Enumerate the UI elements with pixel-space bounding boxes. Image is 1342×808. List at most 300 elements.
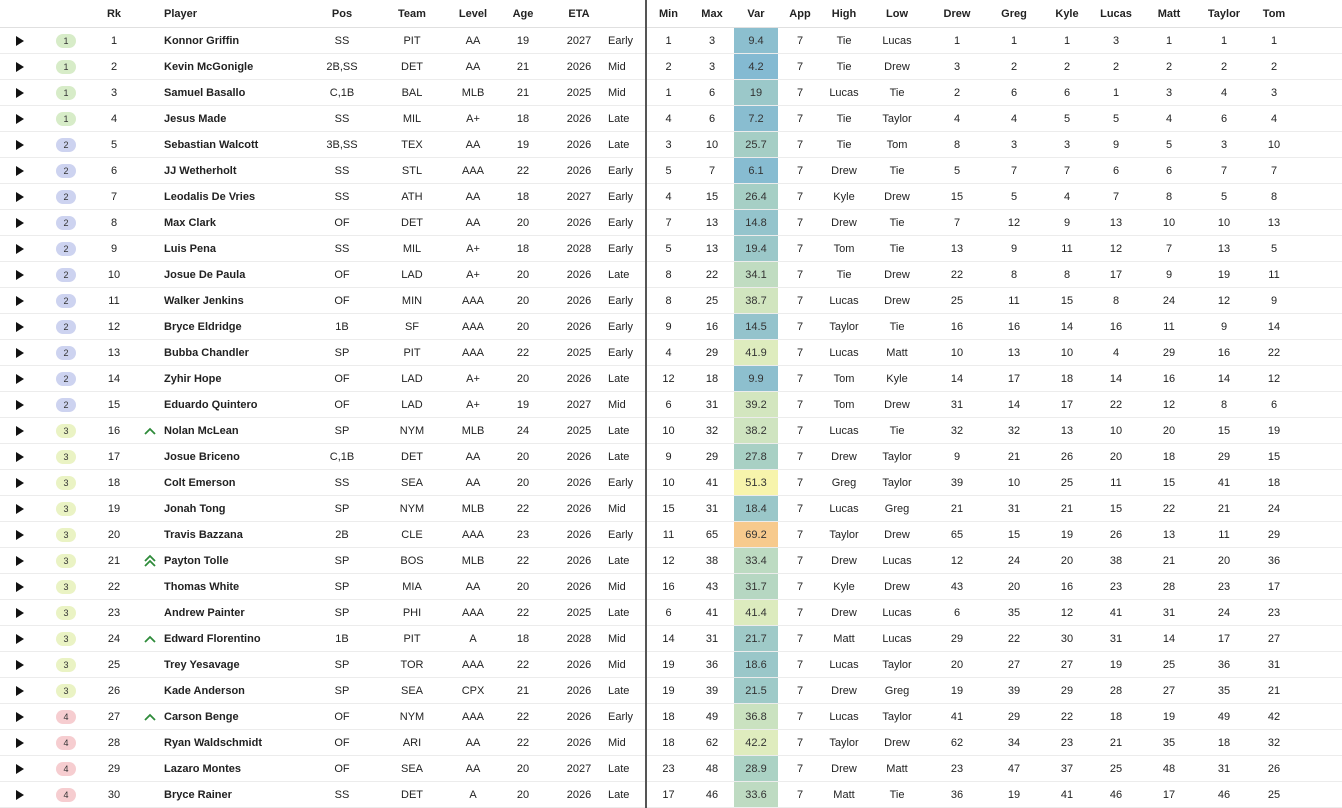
expand-cell[interactable] (0, 444, 40, 470)
player-name[interactable]: Eduardo Quintero (164, 392, 310, 418)
low-header[interactable]: Low (866, 0, 928, 28)
table-row[interactable] (0, 470, 1342, 496)
min-cell: 6 (646, 600, 690, 626)
level-cell: MLB (450, 548, 496, 574)
expand-arrow-icon[interactable] (16, 660, 24, 670)
eta-season-cell: Early (608, 522, 646, 548)
eta-cell: 2027 (550, 184, 608, 210)
level-cell: AAA (450, 340, 496, 366)
level-cell: A+ (450, 366, 496, 392)
expand-arrow-icon[interactable] (16, 556, 24, 566)
pos-cell: OF (310, 704, 374, 730)
tier-badge: 1 (56, 60, 76, 74)
player-name[interactable]: Nolan McLean (164, 418, 310, 444)
table-row[interactable] (0, 132, 1342, 158)
move-cell (136, 366, 164, 392)
rank-matt-cell: 35 (1140, 730, 1198, 756)
player-name[interactable]: Jonah Tong (164, 496, 310, 522)
age-cell: 19 (496, 392, 550, 418)
rank-lucas-cell: 19 (1092, 652, 1140, 678)
expand-arrow-icon[interactable] (16, 218, 24, 228)
player-name[interactable]: Carson Benge (164, 704, 310, 730)
rank-taylor-cell: 35 (1198, 678, 1250, 704)
tier-col-header (40, 0, 92, 28)
tier-cell (40, 340, 92, 366)
table-row[interactable] (0, 678, 1342, 704)
pos-cell: OF (310, 392, 374, 418)
max-cell: 6 (690, 106, 734, 132)
expand-arrow-icon[interactable] (16, 192, 24, 202)
tier-cell (40, 496, 92, 522)
player-name[interactable]: Trey Yesavage (164, 652, 310, 678)
rank-matt-cell: 19 (1140, 704, 1198, 730)
high-cell: Kyle (822, 574, 866, 600)
var-cell: 38.7 (734, 288, 778, 314)
app-cell: 7 (778, 28, 822, 54)
rank-matt-cell: 10 (1140, 210, 1198, 236)
spacer-cell (1298, 288, 1342, 314)
rank-taylor-cell: 10 (1198, 210, 1250, 236)
expand-arrow-icon[interactable] (16, 374, 24, 384)
ranker-header-kyle[interactable]: Kyle (1042, 0, 1092, 28)
rank-tom-cell: 3 (1250, 80, 1298, 106)
eta-season-cell: Late (608, 756, 646, 782)
eta-cell: 2026 (550, 262, 608, 288)
level-cell: A+ (450, 392, 496, 418)
low-cell: Lucas (866, 548, 928, 574)
tier-badge: 2 (56, 190, 76, 204)
pos-cell: OF (310, 210, 374, 236)
rank-taylor-cell: 2 (1198, 54, 1250, 80)
rk-cell: 8 (92, 210, 136, 236)
rank-tom-cell: 14 (1250, 314, 1298, 340)
player-name[interactable]: Josue De Paula (164, 262, 310, 288)
table-row[interactable] (0, 626, 1342, 652)
eta-season-cell: Early (608, 288, 646, 314)
rk-cell: 4 (92, 106, 136, 132)
rk-cell: 5 (92, 132, 136, 158)
rank-matt-cell: 31 (1140, 600, 1198, 626)
min-cell: 14 (646, 626, 690, 652)
eta-cell: 2026 (550, 704, 608, 730)
pos-cell: SS (310, 28, 374, 54)
team-cell: CLE (374, 522, 450, 548)
player-name[interactable]: Samuel Basallo (164, 80, 310, 106)
expand-arrow-icon[interactable] (16, 270, 24, 280)
expand-arrow-icon[interactable] (16, 244, 24, 254)
table-row[interactable] (0, 652, 1342, 678)
max-cell: 6 (690, 80, 734, 106)
player-name[interactable]: Leodalis De Vries (164, 184, 310, 210)
table-row[interactable] (0, 548, 1342, 574)
var-cell: 19 (734, 80, 778, 106)
player-name[interactable]: Kade Anderson (164, 678, 310, 704)
eta-season-cell: Early (608, 236, 646, 262)
ranker-header-taylor[interactable]: Taylor (1198, 0, 1250, 28)
expand-cell[interactable] (0, 314, 40, 340)
rank-matt-cell: 9 (1140, 262, 1198, 288)
rank-taylor-cell: 20 (1198, 548, 1250, 574)
rk-cell: 21 (92, 548, 136, 574)
rank-lucas-cell: 38 (1092, 548, 1140, 574)
pos-cell: SS (310, 236, 374, 262)
player-name[interactable]: Josue Briceno (164, 444, 310, 470)
app-cell: 7 (778, 158, 822, 184)
level-header[interactable]: Level (450, 0, 496, 28)
ranker-header-tom[interactable]: Tom (1250, 0, 1298, 28)
rk-cell: 18 (92, 470, 136, 496)
expand-arrow-icon[interactable] (16, 296, 24, 306)
tier-cell (40, 626, 92, 652)
player-name[interactable]: Travis Bazzana (164, 522, 310, 548)
expand-cell[interactable] (0, 756, 40, 782)
min-header[interactable]: Min (646, 0, 690, 28)
var-cell: 27.8 (734, 444, 778, 470)
table-row[interactable] (0, 80, 1342, 106)
table-row[interactable] (0, 782, 1342, 808)
team-cell: DET (374, 210, 450, 236)
pos-cell: C,1B (310, 444, 374, 470)
expand-arrow-icon[interactable] (16, 608, 24, 618)
expand-cell[interactable] (0, 28, 40, 54)
expand-arrow-icon[interactable] (16, 790, 24, 800)
player-name[interactable]: Zyhir Hope (164, 366, 310, 392)
move-cell (136, 262, 164, 288)
table-row[interactable] (0, 314, 1342, 340)
rk-cell: 28 (92, 730, 136, 756)
expand-cell[interactable] (0, 262, 40, 288)
table-row[interactable] (0, 158, 1342, 184)
expand-cell[interactable] (0, 678, 40, 704)
player-name[interactable]: Jesus Made (164, 106, 310, 132)
tier-badge: 3 (56, 658, 76, 672)
table-row[interactable] (0, 184, 1342, 210)
player-name[interactable]: Konnor Griffin (164, 28, 310, 54)
spacer-cell (1298, 210, 1342, 236)
rank-matt-cell: 48 (1140, 756, 1198, 782)
eta-cell: 2026 (550, 548, 608, 574)
player-name[interactable]: Bryce Rainer (164, 782, 310, 808)
table-row[interactable] (0, 756, 1342, 782)
var-header[interactable]: Var (734, 0, 778, 28)
player-name[interactable]: Thomas White (164, 574, 310, 600)
eta-header[interactable]: ETA (550, 0, 608, 28)
player-name[interactable]: Walker Jenkins (164, 288, 310, 314)
tier-badge: 3 (56, 450, 76, 464)
max-cell: 16 (690, 314, 734, 340)
tier-badge: 3 (56, 528, 76, 542)
expand-cell[interactable] (0, 418, 40, 444)
expand-cell[interactable] (0, 210, 40, 236)
move-cell (136, 340, 164, 366)
expand-cell[interactable] (0, 236, 40, 262)
rank-matt-cell: 18 (1140, 444, 1198, 470)
rank-matt-cell: 12 (1140, 392, 1198, 418)
rank-taylor-cell: 41 (1198, 470, 1250, 496)
max-cell: 13 (690, 236, 734, 262)
expand-cell[interactable] (0, 366, 40, 392)
table-row[interactable] (0, 496, 1342, 522)
expand-cell[interactable] (0, 392, 40, 418)
pos-header[interactable]: Pos (310, 0, 374, 28)
player-name[interactable]: Bryce Eldridge (164, 314, 310, 340)
min-cell: 3 (646, 132, 690, 158)
rank-greg-cell: 13 (986, 340, 1042, 366)
age-cell: 18 (496, 626, 550, 652)
rank-greg-cell: 1 (986, 28, 1042, 54)
player-name[interactable]: Luis Pena (164, 236, 310, 262)
table-row[interactable] (0, 574, 1342, 600)
expand-cell[interactable] (0, 730, 40, 756)
spacer-cell (1298, 106, 1342, 132)
expand-cell[interactable] (0, 652, 40, 678)
rank-lucas-cell: 31 (1092, 626, 1140, 652)
expand-cell[interactable] (0, 340, 40, 366)
ranker-header-lucas[interactable]: Lucas (1092, 0, 1140, 28)
age-cell: 24 (496, 418, 550, 444)
app-cell: 7 (778, 54, 822, 80)
rk-cell: 12 (92, 314, 136, 340)
high-cell: Drew (822, 756, 866, 782)
table-row[interactable] (0, 522, 1342, 548)
rank-taylor-cell: 18 (1198, 730, 1250, 756)
rank-drew-cell: 43 (928, 574, 986, 600)
rank-tom-cell: 12 (1250, 366, 1298, 392)
table-row[interactable] (0, 236, 1342, 262)
rank-drew-cell: 16 (928, 314, 986, 340)
rank-taylor-cell: 49 (1198, 704, 1250, 730)
expand-cell[interactable] (0, 548, 40, 574)
team-header[interactable]: Team (374, 0, 450, 28)
age-cell: 23 (496, 522, 550, 548)
spacer-cell (1298, 522, 1342, 548)
age-cell: 19 (496, 132, 550, 158)
rank-lucas-cell: 8 (1092, 288, 1140, 314)
expand-cell[interactable] (0, 288, 40, 314)
spacer-cell (1298, 262, 1342, 288)
tier-badge: 2 (56, 294, 76, 308)
expand-arrow-icon[interactable] (16, 36, 24, 46)
tier-cell (40, 392, 92, 418)
pos-cell: OF (310, 288, 374, 314)
expand-cell[interactable] (0, 54, 40, 80)
rank-lucas-cell: 9 (1092, 132, 1140, 158)
player-name[interactable]: Andrew Painter (164, 600, 310, 626)
age-cell: 20 (496, 314, 550, 340)
high-cell: Taylor (822, 730, 866, 756)
team-cell: SF (374, 314, 450, 340)
min-cell: 9 (646, 314, 690, 340)
expand-arrow-icon[interactable] (16, 764, 24, 774)
eta-cell: 2026 (550, 470, 608, 496)
expand-cell[interactable] (0, 80, 40, 106)
expand-cell[interactable] (0, 132, 40, 158)
table-row[interactable] (0, 418, 1342, 444)
expand-arrow-icon[interactable] (16, 62, 24, 72)
ranker-header-matt[interactable]: Matt (1140, 0, 1198, 28)
rank-taylor-cell: 21 (1198, 496, 1250, 522)
player-name[interactable]: Sebastian Walcott (164, 132, 310, 158)
min-cell: 11 (646, 522, 690, 548)
table-row[interactable] (0, 210, 1342, 236)
expand-cell[interactable] (0, 626, 40, 652)
table-row[interactable] (0, 28, 1342, 54)
move-col-header (136, 0, 164, 28)
move-cell (136, 54, 164, 80)
max-header[interactable]: Max (690, 0, 734, 28)
expand-arrow-icon[interactable] (16, 738, 24, 748)
table-row[interactable] (0, 366, 1342, 392)
rank-tom-cell: 15 (1250, 444, 1298, 470)
expand-cell[interactable] (0, 574, 40, 600)
player-name[interactable]: Max Clark (164, 210, 310, 236)
spacer-cell (1298, 54, 1342, 80)
rank-drew-cell: 22 (928, 262, 986, 288)
tier-badge: 3 (56, 684, 76, 698)
pos-cell: SP (310, 574, 374, 600)
pos-cell: OF (310, 262, 374, 288)
player-name[interactable]: Edward Florentino (164, 626, 310, 652)
move-cell (136, 288, 164, 314)
table-row[interactable] (0, 288, 1342, 314)
eta-cell: 2026 (550, 132, 608, 158)
high-cell: Tom (822, 366, 866, 392)
expand-cell[interactable] (0, 470, 40, 496)
max-cell: 29 (690, 340, 734, 366)
expand-cell[interactable] (0, 600, 40, 626)
rk-header[interactable]: Rk (92, 0, 136, 28)
rank-taylor-cell: 24 (1198, 600, 1250, 626)
high-header[interactable]: High (822, 0, 866, 28)
expand-cell[interactable] (0, 184, 40, 210)
player-header[interactable]: Player (164, 0, 310, 28)
player-name[interactable]: Kevin McGonigle (164, 54, 310, 80)
table-row[interactable] (0, 730, 1342, 756)
expand-arrow-icon[interactable] (16, 530, 24, 540)
rank-kyle-cell: 19 (1042, 522, 1092, 548)
app-cell: 7 (778, 652, 822, 678)
expand-cell[interactable] (0, 496, 40, 522)
expand-arrow-icon[interactable] (16, 88, 24, 98)
player-name[interactable]: JJ Wetherholt (164, 158, 310, 184)
rank-drew-cell: 62 (928, 730, 986, 756)
ranker-header-drew[interactable]: Drew (928, 0, 986, 28)
rk-cell: 7 (92, 184, 136, 210)
player-name[interactable]: Ryan Waldschmidt (164, 730, 310, 756)
spacer-cell (1298, 496, 1342, 522)
rank-tom-cell: 29 (1250, 522, 1298, 548)
expand-arrow-icon[interactable] (16, 582, 24, 592)
tier-badge: 2 (56, 398, 76, 412)
rank-matt-cell: 6 (1140, 158, 1198, 184)
rank-lucas-cell: 4 (1092, 340, 1140, 366)
rk-cell: 14 (92, 366, 136, 392)
player-name[interactable]: Bubba Chandler (164, 340, 310, 366)
expand-arrow-icon[interactable] (16, 426, 24, 436)
var-cell: 28.9 (734, 756, 778, 782)
rank-greg-cell: 47 (986, 756, 1042, 782)
expand-arrow-icon[interactable] (16, 504, 24, 514)
ranker-header-greg[interactable]: Greg (986, 0, 1042, 28)
rank-drew-cell: 14 (928, 366, 986, 392)
expand-cell[interactable] (0, 704, 40, 730)
spacer-cell (1298, 704, 1342, 730)
max-cell: 25 (690, 288, 734, 314)
low-cell: Kyle (866, 366, 928, 392)
move-cell (136, 522, 164, 548)
expand-arrow-icon[interactable] (16, 712, 24, 722)
level-cell: A+ (450, 262, 496, 288)
table-row[interactable] (0, 106, 1342, 132)
app-header[interactable]: App (778, 0, 822, 28)
expand-cell[interactable] (0, 782, 40, 808)
player-name[interactable]: Payton Tolle (164, 548, 310, 574)
expand-arrow-icon[interactable] (16, 348, 24, 358)
level-cell: CPX (450, 678, 496, 704)
expand-cell[interactable] (0, 158, 40, 184)
expand-arrow-icon[interactable] (16, 634, 24, 644)
expand-cell[interactable] (0, 522, 40, 548)
rank-lucas-cell: 28 (1092, 678, 1140, 704)
rank-lucas-cell: 26 (1092, 522, 1140, 548)
rk-cell: 19 (92, 496, 136, 522)
high-cell: Greg (822, 470, 866, 496)
expand-arrow-icon[interactable] (16, 322, 24, 332)
var-cell: 18.4 (734, 496, 778, 522)
table-row[interactable] (0, 262, 1342, 288)
rank-tom-cell: 19 (1250, 418, 1298, 444)
high-cell: Tie (822, 262, 866, 288)
age-cell: 22 (496, 496, 550, 522)
eta-season-cell: Early (608, 184, 646, 210)
expand-arrow-icon[interactable] (16, 166, 24, 176)
player-name[interactable]: Colt Emerson (164, 470, 310, 496)
table-row[interactable] (0, 600, 1342, 626)
low-cell: Tie (866, 314, 928, 340)
expand-arrow-icon[interactable] (16, 140, 24, 150)
eta-cell: 2026 (550, 366, 608, 392)
age-cell: 21 (496, 54, 550, 80)
expand-arrow-icon[interactable] (16, 114, 24, 124)
table-row[interactable] (0, 340, 1342, 366)
table-row[interactable] (0, 54, 1342, 80)
table-row[interactable] (0, 444, 1342, 470)
rank-kyle-cell: 25 (1042, 470, 1092, 496)
age-header[interactable]: Age (496, 0, 550, 28)
expand-arrow-icon[interactable] (16, 686, 24, 696)
expand-arrow-icon[interactable] (16, 478, 24, 488)
rank-lucas-cell: 17 (1092, 262, 1140, 288)
team-cell: MIN (374, 288, 450, 314)
expand-arrow-icon[interactable] (16, 400, 24, 410)
table-row[interactable] (0, 704, 1342, 730)
player-name[interactable]: Lazaro Montes (164, 756, 310, 782)
min-cell: 15 (646, 496, 690, 522)
expand-cell[interactable] (0, 106, 40, 132)
team-cell: NYM (374, 418, 450, 444)
team-cell: PIT (374, 340, 450, 366)
expand-arrow-icon[interactable] (16, 452, 24, 462)
spacer-cell (1298, 574, 1342, 600)
tier-badge: 4 (56, 788, 76, 802)
move-cell (136, 418, 164, 444)
table-row[interactable] (0, 392, 1342, 418)
level-cell: A+ (450, 106, 496, 132)
rank-tom-cell: 25 (1250, 782, 1298, 808)
eta-season-cell: Late (608, 678, 646, 704)
rank-matt-cell: 29 (1140, 340, 1198, 366)
level-cell: A (450, 782, 496, 808)
